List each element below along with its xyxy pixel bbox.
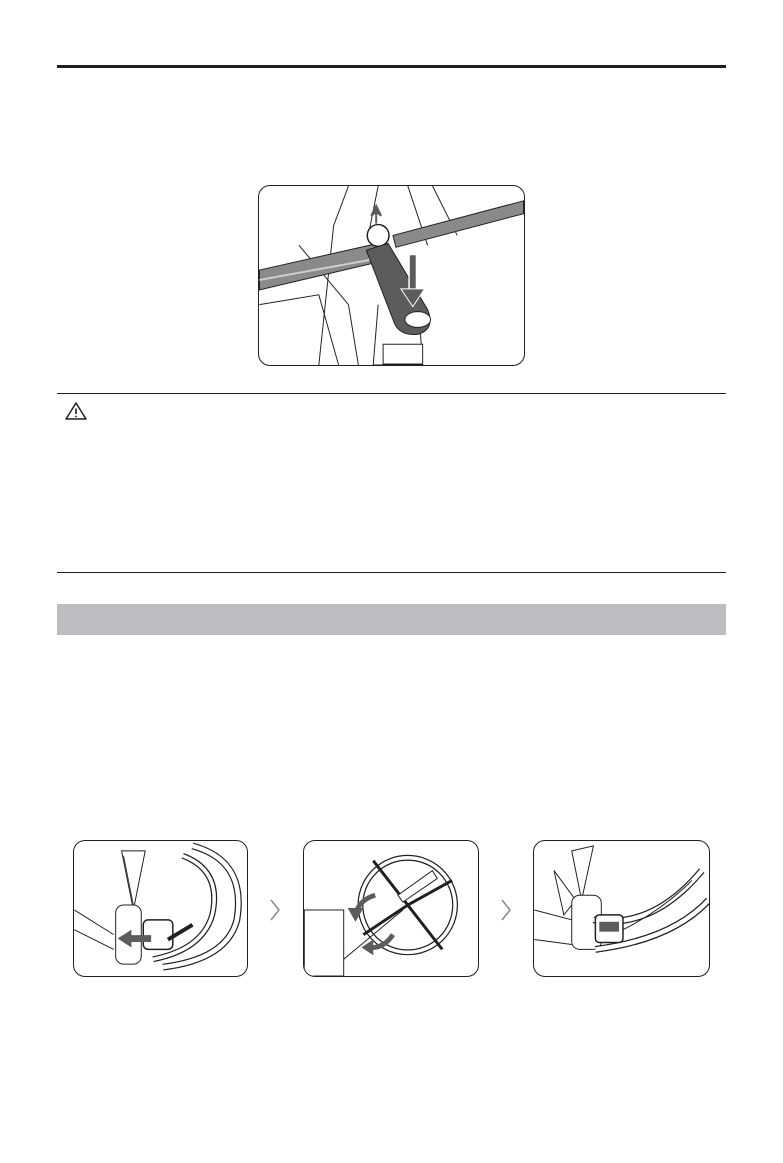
guard-rotate-step-illustration	[304, 841, 478, 976]
guard-installed-illustration	[534, 841, 709, 976]
guard-attach-step-illustration	[74, 841, 247, 976]
step-figure-2	[303, 840, 479, 977]
propeller-removal-figure	[258, 185, 525, 366]
propeller-removal-illustration	[259, 186, 524, 365]
caution-top-rule	[57, 393, 726, 394]
section-header-bar	[57, 604, 726, 635]
chevron-right-icon	[499, 897, 513, 923]
step-figure-3	[533, 840, 710, 977]
caution-bottom-rule	[57, 572, 726, 573]
step-figure-1	[73, 840, 248, 977]
chevron-right-icon	[268, 897, 282, 923]
header-rule	[57, 65, 726, 68]
warning-triangle-icon	[64, 401, 88, 421]
